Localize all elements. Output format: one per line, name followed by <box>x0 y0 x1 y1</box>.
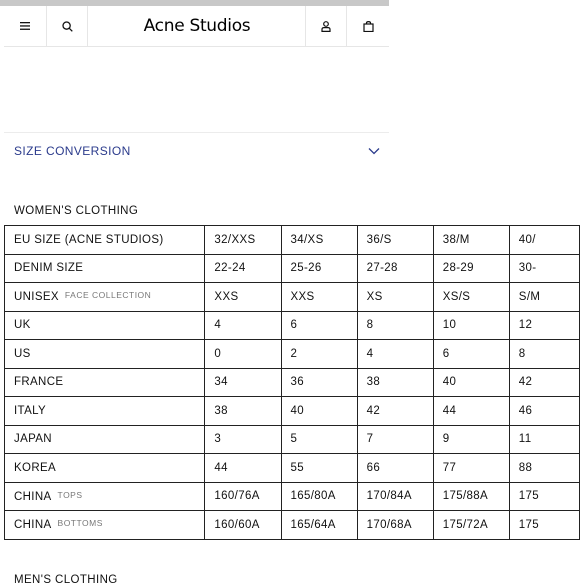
size-cell: 38 <box>205 397 281 426</box>
womens-clothing-title: WOMEN'S CLOTHING <box>14 205 139 217</box>
size-cell: 175/88A <box>433 482 509 511</box>
size-cell: 11 <box>509 425 579 454</box>
row-label-cell <box>5 226 205 255</box>
table-row <box>5 340 580 369</box>
size-conversion-label: SIZE CONVERSION <box>14 144 131 158</box>
bag-icon[interactable] <box>347 6 389 46</box>
size-cell: 27-28 <box>357 254 433 283</box>
size-cell: 66 <box>357 454 433 483</box>
table-row <box>5 254 580 283</box>
size-cell: 175/72A <box>433 511 509 540</box>
size-cell: 28-29 <box>433 254 509 283</box>
row-label-cell <box>5 254 205 283</box>
row-label-cell <box>5 283 205 312</box>
size-cell: 6 <box>433 340 509 369</box>
size-cell: 0 <box>205 340 281 369</box>
size-cell: 165/80A <box>281 482 357 511</box>
size-cell: 160/76A <box>205 482 281 511</box>
size-cell: XXS <box>281 283 357 312</box>
menu-icon[interactable] <box>4 6 46 46</box>
chevron-down-icon <box>367 144 381 158</box>
size-cell: 38 <box>357 368 433 397</box>
row-label: KOREA <box>14 461 57 474</box>
size-cell: XS/S <box>433 283 509 312</box>
size-cell: 4 <box>357 340 433 369</box>
search-icon[interactable] <box>47 6 87 46</box>
row-label: DENIM SIZE <box>14 262 84 275</box>
table-row <box>5 226 580 255</box>
size-cell: 5 <box>281 425 357 454</box>
size-cell: 88 <box>509 454 579 483</box>
size-cell: 160/60A <box>205 511 281 540</box>
size-cell: 25-26 <box>281 254 357 283</box>
size-cell: 3 <box>205 425 281 454</box>
size-cell: 40/ <box>509 226 579 255</box>
row-label: UNISEX <box>14 291 59 304</box>
mens-clothing-title: MEN'S CLOTHING <box>14 574 118 586</box>
table-row <box>5 311 580 340</box>
size-cell: 40 <box>433 368 509 397</box>
row-label-cell <box>5 511 205 540</box>
row-sublabel: TOPS <box>57 489 83 500</box>
size-cell: 165/64A <box>281 511 357 540</box>
size-conversion-accordion[interactable] <box>4 134 389 168</box>
size-cell: 8 <box>357 311 433 340</box>
table-row <box>5 368 580 397</box>
brand-logo[interactable]: Acne Studios <box>143 16 251 36</box>
row-label: US <box>14 347 31 360</box>
size-cell: 170/84A <box>357 482 433 511</box>
row-label-cell <box>5 368 205 397</box>
size-cell: 36/S <box>357 226 433 255</box>
row-label: CHINA <box>14 490 52 503</box>
size-cell: 40 <box>281 397 357 426</box>
size-cell: 10 <box>433 311 509 340</box>
size-cell: 170/68A <box>357 511 433 540</box>
size-cell: 175 <box>509 511 579 540</box>
size-cell: 8 <box>509 340 579 369</box>
row-label-cell <box>5 454 205 483</box>
size-cell: 2 <box>281 340 357 369</box>
row-label-cell <box>5 425 205 454</box>
row-label: FRANCE <box>14 376 64 389</box>
size-cell: 55 <box>281 454 357 483</box>
row-sublabel: BOTTOMS <box>57 518 103 529</box>
size-cell: 12 <box>509 311 579 340</box>
size-cell: 4 <box>205 311 281 340</box>
row-label: UK <box>14 319 31 332</box>
size-cell: 46 <box>509 397 579 426</box>
size-cell: 22-24 <box>205 254 281 283</box>
row-sublabel: FACE COLLECTION <box>64 290 152 301</box>
size-cell: 44 <box>433 397 509 426</box>
row-label-cell <box>5 482 205 511</box>
row-label: CHINA <box>14 519 52 532</box>
row-label: ITALY <box>14 404 46 417</box>
row-label: JAPAN <box>14 433 52 446</box>
size-cell: 36 <box>281 368 357 397</box>
size-cell: 42 <box>509 368 579 397</box>
row-label-cell <box>5 311 205 340</box>
table-row <box>5 511 580 540</box>
size-cell: 44 <box>205 454 281 483</box>
size-cell: 32/XXS <box>205 226 281 255</box>
account-icon[interactable] <box>306 6 346 46</box>
size-cell: 42 <box>357 397 433 426</box>
table-row <box>5 482 580 511</box>
row-label: EU SIZE (ACNE STUDIOS) <box>14 233 164 246</box>
size-cell: S/M <box>509 283 579 312</box>
size-cell: 175 <box>509 482 579 511</box>
size-cell: 38/M <box>433 226 509 255</box>
divider <box>4 132 389 133</box>
womens-size-table <box>4 225 580 540</box>
table-row <box>5 397 580 426</box>
size-cell: 7 <box>357 425 433 454</box>
size-cell: 34 <box>205 368 281 397</box>
site-header <box>4 6 389 47</box>
size-cell: 6 <box>281 311 357 340</box>
row-label-cell <box>5 397 205 426</box>
size-cell: XXS <box>205 283 281 312</box>
size-cell: 9 <box>433 425 509 454</box>
size-cell: 77 <box>433 454 509 483</box>
table-row <box>5 454 580 483</box>
size-cell: 30- <box>509 254 579 283</box>
size-cell: XS <box>357 283 433 312</box>
size-cell: 34/XS <box>281 226 357 255</box>
table-row <box>5 425 580 454</box>
table-row <box>5 283 580 312</box>
row-label-cell <box>5 340 205 369</box>
